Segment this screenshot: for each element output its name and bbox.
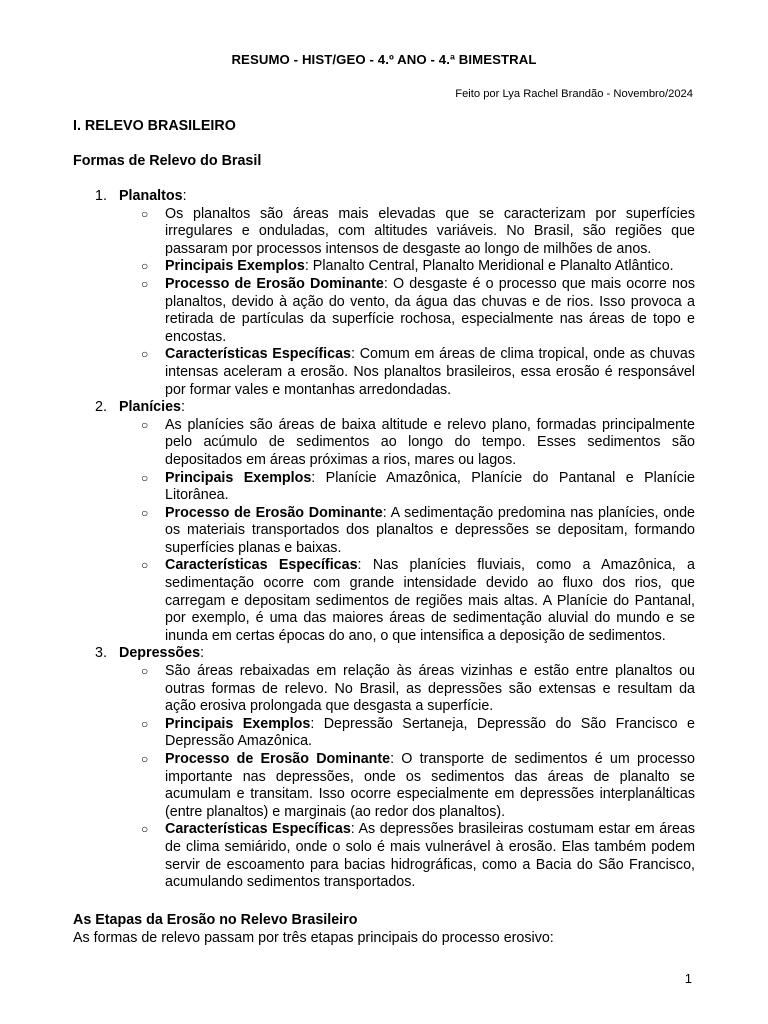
relief-form-title [119, 399, 185, 415]
point-text: : Depressão Sertaneja, Depressão do São Francisco e Depressão Amazônica. [165, 715, 695, 750]
circle-bullet-icon: ○ [141, 347, 149, 362]
circle-bullet-icon: ○ [141, 664, 149, 679]
list-item [119, 663, 695, 716]
point-text: : Nas planícies fluviais, como a Amazônica, a sedimentação ocorre com grande intensidade devido ao fluxo dos rios, que carregam e depositam sedimentos de regiões mais altas. A Planície do Pantanal, por exemplo, é uma das maiores áreas de sedimentação aluvial do mundo e se inunda em certas épocas do ano, o que intensifica a deposição de sedimentos. [165, 557, 695, 644]
relief-form-name: Planícies [119, 399, 181, 416]
list-item [119, 821, 695, 891]
circle-bullet-icon: ○ [141, 470, 149, 485]
document-title: RESUMO - HIST/GEO - 4.º ANO - 4.ª BIMESTRAL [231, 52, 537, 67]
list-number: 2. [95, 399, 107, 416]
list-item [119, 505, 695, 558]
relief-form-item [73, 188, 695, 399]
list-item [119, 470, 695, 505]
section-heading: I. RELEVO BRASILEIRO [73, 118, 236, 134]
relief-form-title [119, 645, 204, 661]
point-label: Processo de Erosão Dominante [165, 751, 391, 767]
point-text: : A sedimentação predomina nas planícies, onde os materiais transportados dos planaltos e depressões se depositam, formando superfícies planas e baixas. [165, 504, 696, 556]
relief-form-colon: : [181, 399, 185, 416]
circle-bullet-icon: ○ [141, 276, 149, 291]
list-item [119, 346, 695, 399]
relief-form-title [119, 188, 187, 204]
erosion-intro: As formas de relevo passam por três etapas principais do processo erosivo: [73, 930, 554, 946]
relief-form-item [73, 399, 695, 645]
point-label: Características Específicas [165, 557, 358, 574]
list-item [119, 276, 695, 346]
point-text: : As depressões brasileiras costumam estar em áreas de clima semiárido, onde o solo é mais vulnerável à erosão. Elas também podem servir de escoamento para bacias hidrográficas, como a Bacia do São Francisco, acumulando sedimentos transportados. [165, 821, 695, 891]
point-label: Principais Exemplos [165, 469, 312, 486]
point-label: Processo de Erosão Dominante [165, 275, 384, 292]
page-number: 1 [684, 971, 692, 986]
relief-form-points [119, 206, 695, 400]
circle-bullet-icon: ○ [141, 558, 149, 573]
relief-form-name: Planaltos [119, 188, 183, 204]
point-text: : Planalto Central, Planalto Meridional e Planalto Atlântico. [304, 258, 674, 275]
point-label: Principais Exemplos [165, 715, 311, 732]
point-text: : O desgaste é o processo que mais ocorre nos planaltos, devido à ação do vento, da água das chuvas e de rios. Isso provoca a retirada de partículas da superfície rochosa, especialmente nas áreas de topo e encostas. [165, 275, 695, 345]
point-text: : O transporte de sedimentos é um processo importante nas depressões, onde os sedimentos das áreas de planalto se acumulam e transitam. Isso ocorre especialmente em depressões interplanálticas (entre planaltos) e marginais (ao redor dos planaltos). [165, 751, 696, 820]
point-text: Os planaltos são áreas mais elevadas que se caracterizam por superfícies irregulares e onduladas, com altitudes variáveis. No Brasil, são regiões que passaram por processos intensos de desgaste ao longo de milhões de anos. [165, 205, 695, 257]
circle-bullet-icon: ○ [141, 716, 149, 731]
circle-bullet-icon: ○ [141, 259, 149, 274]
point-text: São áreas rebaixadas em relação às áreas vizinhas e estão entre planaltos ou outras formas de relevo. No Brasil, as depressões são extensas e resultam da ação erosiva prolongada que desgasta a superfície. [165, 663, 695, 715]
relief-form-name: Depressões [119, 645, 201, 662]
circle-bullet-icon: ○ [141, 752, 149, 766]
circle-bullet-icon: ○ [141, 505, 149, 520]
erosion-heading: As Etapas da Erosão no Relevo Brasileiro [73, 912, 358, 928]
point-text: : Comum em áreas de clima tropical, onde as chuvas intensas aceleram a erosão. Nos planaltos brasileiros, essa erosão é responsável por formar vales e montanhas arredondadas. [165, 346, 696, 398]
list-item [119, 258, 695, 276]
point-label: Principais Exemplos [165, 258, 305, 275]
list-item [119, 206, 695, 259]
list-item [119, 557, 695, 645]
relief-forms-list [73, 188, 695, 892]
relief-form-points [119, 417, 695, 646]
list-item [119, 716, 695, 751]
circle-bullet-icon: ○ [141, 206, 149, 221]
list-number: 1. [95, 188, 107, 204]
list-item [119, 417, 695, 470]
author-line: Feito por Lya Rachel Brandão - Novembro/2024 [455, 88, 693, 100]
sub-heading: Formas de Relevo do Brasil [73, 153, 262, 169]
point-label: Características Específicas [165, 821, 351, 838]
point-label: Processo de Erosão Dominante [165, 504, 383, 521]
circle-bullet-icon: ○ [141, 417, 149, 432]
relief-form-colon: : [182, 188, 187, 204]
point-text: As planícies são áreas de baixa altitude e relevo plano, formadas principalmente pelo acúmulo de sedimentos ao longo do tempo. Esses sedimentos são depositados em áreas próximas a rios, mares ou lagos. [165, 416, 695, 468]
point-label: Características Específicas [165, 346, 351, 363]
relief-form-points [119, 663, 695, 892]
circle-bullet-icon: ○ [141, 822, 149, 837]
relief-form-item [73, 645, 695, 891]
list-item [119, 751, 695, 821]
list-number: 3. [95, 645, 107, 662]
relief-form-colon: : [200, 645, 205, 662]
point-text: : Planície Amazônica, Planície do Pantanal e Planície Litorânea. [165, 469, 695, 504]
